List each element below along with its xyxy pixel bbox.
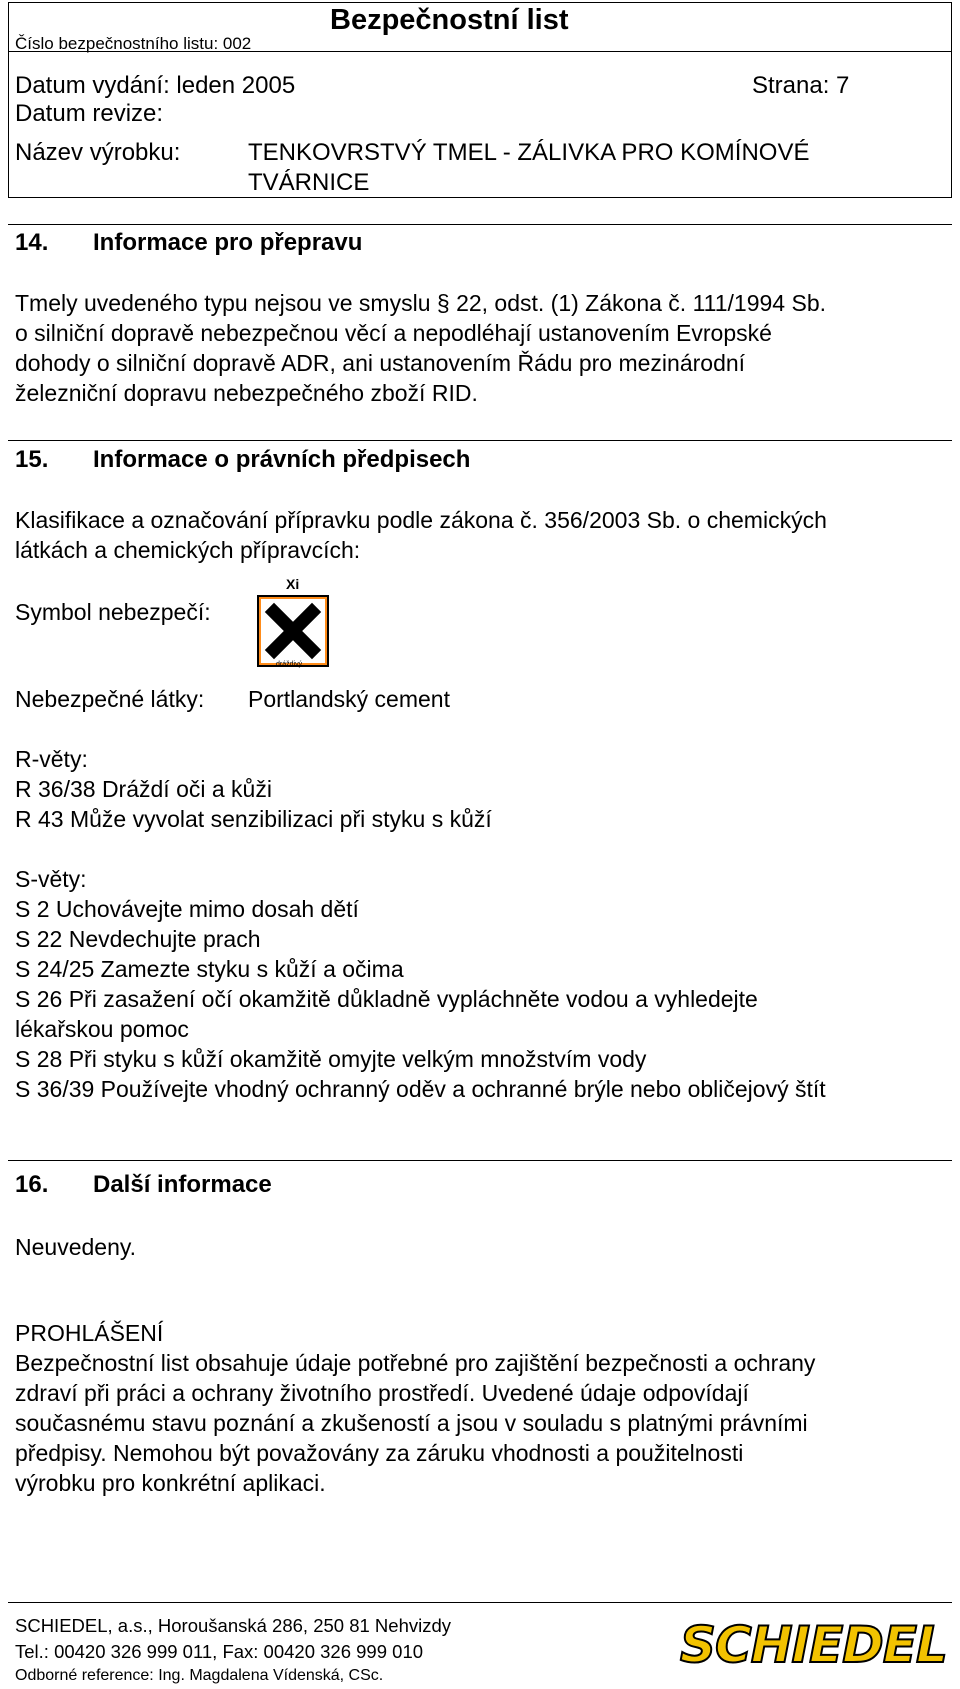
text-line: o silniční dopravě nebezpečnou věcí a nepodléhají ustanovením Evropské	[15, 320, 772, 346]
section-15-intro-line-1: Klasifikace a označování přípravku podle zákona č. 356/2003 Sb. o chemických	[15, 507, 827, 533]
section-divider	[8, 440, 952, 441]
r-phrase: R 43 Může vyvolat senzibilizaci při styku s kůží	[15, 806, 492, 832]
footer-contact: Tel.: 00420 326 999 011, Fax: 00420 326 999 010	[15, 1641, 424, 1662]
logo-text: SCHIEDEL	[680, 1616, 947, 1674]
page-number: Strana: 7	[752, 72, 850, 99]
text-line: předpisy. Nemohou být považovány za záruku vhodnosti a použitelnosti	[15, 1440, 744, 1466]
section-divider	[8, 224, 952, 225]
text-line: Bezpečnostní list obsahuje údaje potřebné pro zajištění bezpečnosti a ochrany	[15, 1350, 816, 1376]
s-phrase: S 36/39 Používejte vhodný ochranný oděv a ochranné brýle nebo obličejový štít	[15, 1076, 826, 1102]
r-phrases-heading: R-věty:	[15, 746, 88, 772]
r-phrase: R 36/38 Dráždí oči a kůži	[15, 776, 272, 802]
hazardous-substances-label: Nebezpečné látky:	[15, 686, 205, 712]
s-phrases-block	[15, 864, 945, 1104]
s-phrase: S 2 Uchovávejte mimo dosah dětí	[15, 896, 359, 922]
section-15-intro-line-2: látkách a chemických přípravcích:	[15, 537, 361, 563]
s-phrases-heading: S-věty:	[15, 866, 87, 892]
section-14-title: Informace pro přepravu	[93, 229, 363, 256]
s-phrase: S 28 Při styku s kůží okamžitě omyjte velkým množstvím vody	[15, 1046, 647, 1072]
r-phrases-block	[15, 744, 945, 834]
product-name-line-1: TENKOVRSTVÝ TMEL - ZÁLIVKA PRO KOMÍNOVÉ	[248, 139, 810, 166]
section-15-title: Informace o právních předpisech	[93, 446, 471, 473]
s-phrase: lékařskou pomoc	[15, 1016, 189, 1042]
s-phrase: S 26 Při zasažení očí okamžitě důkladně vypláchněte vodou a vyhledejte	[15, 986, 758, 1012]
text-line: dohody o silniční dopravě ADR, ani ustanovením Řádu pro mezinárodní	[15, 350, 746, 376]
doc-number: Číslo bezpečnostního listu: 002	[15, 34, 252, 53]
footer-divider	[8, 1602, 952, 1603]
declaration-heading: PROHLÁŠENÍ	[15, 1320, 164, 1346]
hazard-cross-icon	[256, 594, 330, 668]
section-16-title: Další informace	[93, 1171, 272, 1198]
product-name-line-2: TVÁRNICE	[248, 169, 370, 196]
schiedel-logo	[680, 1616, 952, 1674]
s-phrase: S 24/25 Zamezte styku s kůží a očima	[15, 956, 404, 982]
product-label: Název výrobku:	[15, 139, 181, 166]
revision-date: Datum revize:	[15, 100, 164, 127]
section-16-text: Neuvedeny.	[15, 1234, 137, 1260]
text-line: Tmely uvedeného typu nejsou ve smyslu § 22, odst. (1) Zákona č. 111/1994 Sb.	[15, 290, 826, 316]
section-15-number: 15.	[15, 446, 49, 473]
section-14-number: 14.	[15, 229, 49, 256]
document-title: Bezpečnostní list	[330, 4, 569, 36]
hazard-symbol-xi-icon	[256, 577, 330, 669]
text-line: výrobku pro konkrétní aplikaci.	[15, 1470, 326, 1496]
text-line: zdraví při práci a ochrany životního prostředí. Uvedené údaje odpovídají	[15, 1380, 749, 1406]
section-14-text	[15, 288, 945, 408]
hazard-symbol-caption: dráždivý	[276, 661, 303, 668]
text-line: současnému stavu poznání a zkušeností a jsou v souladu s platnými právními	[15, 1410, 808, 1436]
section-16-number: 16.	[15, 1171, 49, 1198]
text-line: železniční dopravu nebezpečného zboží RID.	[15, 380, 478, 406]
hazard-symbol-code: Xi	[286, 576, 300, 592]
hazardous-substances-value: Portlandský cement	[248, 686, 450, 712]
section-divider	[8, 1160, 952, 1161]
footer-address: SCHIEDEL, a.s., Horoušanská 286, 250 81 Nehvizdy	[15, 1615, 452, 1636]
issue-date: Datum vydání: leden 2005	[15, 72, 296, 99]
s-phrase: S 22 Nevdechujte prach	[15, 926, 261, 952]
hazard-symbol-label: Symbol nebezpečí:	[15, 599, 211, 625]
declaration-block	[15, 1318, 945, 1498]
footer-reference: Odborné reference: Ing. Magdalena Vídenská, CSc.	[15, 1667, 384, 1684]
